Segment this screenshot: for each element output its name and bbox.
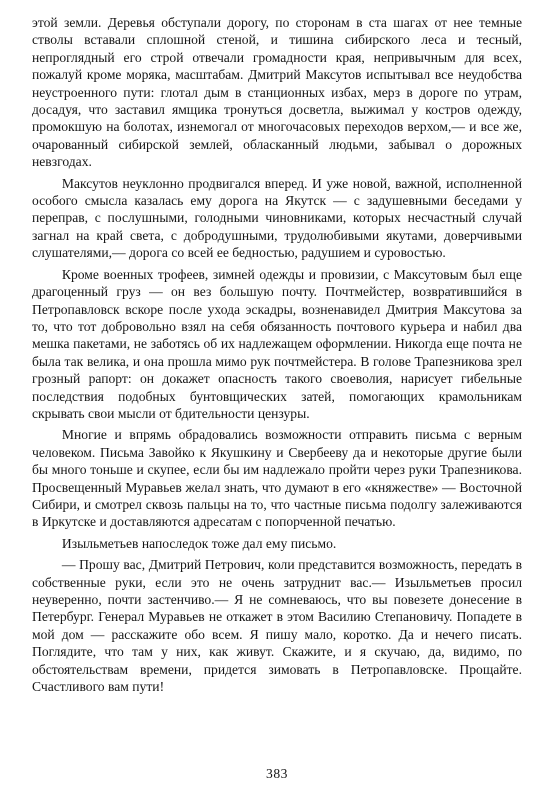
book-page xyxy=(32,14,522,786)
paragraph-2: Максутов неуклонно продвигался вперед. И уже новой, важной, исполненной особого смысла казалась ему дорога на Якутск — с задушевными беседами у переправ, с послушными, голодными чиновниками, которых несчастный случай загнал на край света, с добродушными, трудолюбивыми якутами, доверчивыми слушателями,— дорога со всей ее бедностью, радушием и суровостью. xyxy=(32,175,522,261)
paragraph-3: Кроме военных трофеев, зимней одежды и провизии, с Максутовым был еще драгоценный груз — он вез большую почту. Почтмейстер, возвратившийся в Петропавловск вскоре после ухода эскадры, возненавидел Дмитрия Максутова за то, что тот добровольно взял на себя обязанность почтового курьера и набил два мешка пакетами, не заботясь об их надлежащем оформлении. Никогда еще почта не была так велика, и она прошла мимо рук почтмейстера. В голове Трапезникова зрел грозный рапорт: он докажет опасность такого своеволия, нарисует гибельные последствия подобных бунтовщических затей, помогающих крамольникам скрывать свои мысли от бдительности цензуры. xyxy=(32,266,522,421)
page-body-text xyxy=(32,14,522,695)
paragraph-4: Многие и впрямь обрадовались возможности отправить письма с верным человеком. Письма Завойко к Якушкину и Свербееву да и некоторые другие были бы много тоньше и скупее, если бы им надлежало пройти через руки Трапезникова. Просвещенный Муравьев желал знать, что думают в его «княжестве» — Восточной Сибири, и смотрел сквозь пальцы на то, что частные письма подолгу залеживаются в Иркутске и доставляются адресатам с попорченной печатью. xyxy=(32,427,522,530)
page-number: 383 xyxy=(266,766,288,781)
paragraph-6: — Прошу вас, Дмитрий Петрович, коли представится возможность, передать в собственные руки, если это не очень затруднит вас.— Изыльметьев просил неуверенно, почти застенчиво.— Я не сомневаюсь, что вы повезете донесение в Петербург. Генерал Муравьев не откажет в этом Василию Степановичу. Попадете в мой дом — расскажите обо всем. Я пишу мало, коротко. Да и нечего писать. Поглядите, что там у них, как живут. Скажите, и я скучаю, да, видимо, по обстоятельствам времени, придется зимовать в Петропавловске. Прощайте. Счастливого вам пути! xyxy=(32,557,522,695)
paragraph-5: Изыльметьев напоследок тоже дал ему письмо. xyxy=(61,535,337,551)
paragraph-1: этой земли. Деревья обступали дорогу, по сторонам в ста шагах от нее темные стволы вставали сплошной стеной, и тишина сибирского леса и тесный, непроглядный его строй отвечали громадности края, непривычным для всех, пожалуй кроме моряка, масштабам. Дмитрий Максутов испытывал все неудобства неустроенного пути: глотал дым в станционных избах, мерз в дороге по утрам, досадуя, что заставил ямщика тронуться досветла, выжимал у костров одежду, промокшую на болотах, изнемогал от многочасовых переходов верхом,— и все же, очарованный сибирской землей, обласканный людьми, забывал о дорожных невзгодах. xyxy=(32,15,522,170)
